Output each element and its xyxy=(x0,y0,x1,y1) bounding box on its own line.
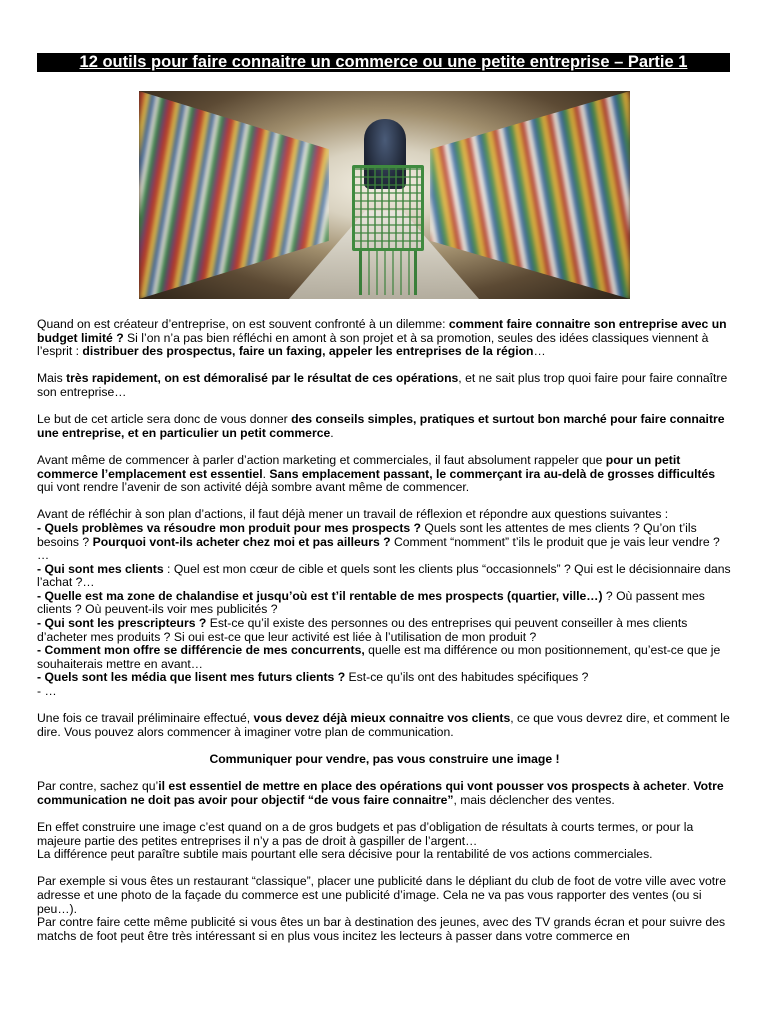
text-bold: pour un petit commerce l’emplacement est essentiel xyxy=(37,452,681,481)
text: . xyxy=(262,466,270,481)
text-bold: comment faire connaitre son entreprise avec un budget limité ? xyxy=(37,317,727,345)
text: Une fois ce travail préliminaire effectué, xyxy=(37,711,254,726)
text: Quand on est créateur d’entreprise, on est souvent confronté à un dilemme: xyxy=(37,317,449,331)
text-bold: des conseils simples, pratiques et surtout bon marché pour faire connaitre une entreprise, et en particulier un petit commerce xyxy=(37,412,725,440)
text: Est-ce qu’ils ont des habitudes spécifiques ? xyxy=(345,670,589,685)
text-bold: très rapidement, on est démoralisé par le résultat de ces opérations xyxy=(66,371,459,386)
text: … xyxy=(533,344,546,359)
supermarket-cart-image xyxy=(139,91,630,299)
section-heading: Communiquer pour vendre, pas vous construire une image ! xyxy=(209,752,560,766)
text: Par contre faire cette même publicité si vous êtes un bar à destination des jeunes, avec des TV grands écran et pour suivre des matchs de foot peut être très intéressant si en plus vous incitez les lecteurs à passer dans votre commerce en xyxy=(37,915,726,943)
text: - … xyxy=(37,684,57,699)
shopping-cart-base xyxy=(359,251,417,295)
shopping-cart-icon xyxy=(352,165,424,251)
text: Comment “nomment” t’ils le produit que je vais leur vendre ? … xyxy=(37,534,720,563)
paragraph-essential xyxy=(37,780,732,807)
paragraph-location xyxy=(37,454,732,495)
text: , mais déclencher des ventes. xyxy=(453,792,615,807)
paragraph-demoralise xyxy=(37,372,732,399)
paragraph-preliminary xyxy=(37,712,732,739)
text: Par contre, sachez qu’ xyxy=(37,779,159,794)
text: . xyxy=(686,779,694,794)
text: Quels sont les attentes de mes clients ? Qu’on t’ils besoins ? xyxy=(37,520,697,549)
question-bold: - Comment mon offre se différencie de mes concurrents, xyxy=(37,643,365,658)
text-bold: Votre communication ne doit pas avoir pour objectif “de vous faire connaitre” xyxy=(37,779,724,807)
question-bold: - Quels sont les média que lisent mes futurs clients ? xyxy=(37,670,346,685)
text: ? Où passent mes clients ? Où peuvent-ils voir mes publicités ? xyxy=(37,588,705,617)
right-shelf-blur xyxy=(430,91,630,299)
text-bold: il est essentiel de mettre en place des opérations qui vont pousser vos prospects à acheter xyxy=(158,779,687,794)
text: Le but de cet article sera donc de vous donner xyxy=(37,412,292,427)
question-bold: - Quelle est ma zone de chalandise et jusqu’où est t’il rentable de mes prospects (quartier, ville…) xyxy=(37,588,603,603)
text: Avant même de commencer à parler d’action marketing et commerciales, il faut absolument rappeler que xyxy=(37,452,606,467)
article-body xyxy=(37,318,732,957)
text: Mais xyxy=(37,371,67,386)
paragraph-questions xyxy=(37,508,732,698)
text: qui vont rendre l’avenir de son activité déjà sombre avant même de commencer. xyxy=(37,480,470,495)
text: Est-ce qu’il existe des personnes ou des entreprises qui peuvent conseiller à mes clients d’acheter mes produits ? Si oui est-ce que leur activité est liée à l’utilisation de mon produit ? xyxy=(37,616,688,644)
text: , et ne sait plus trop quoi faire pour faire connaître son entreprise… xyxy=(37,371,728,399)
paragraph-goal xyxy=(37,413,732,440)
text: Par exemple si vous êtes un restaurant “classique”, placer une publicité dans le dépliant du club de foot de votre ville avec votre adresse et une photo de la façade du commerce est une publicité d’image. Cela ne va pas vous rapporter des ventes (ou si peu…). xyxy=(37,874,726,916)
text-bold: distribuer des prospectus, faire un faxing, appeler les entreprises de la région xyxy=(82,344,534,359)
question-bold: - Qui sont mes clients xyxy=(37,561,164,576)
text: En effet construire une image c’est quand on a de gros budgets et pas d’obligation de résultats à courts termes, or pour la majeure partie des petites entreprises il n’y a pas de droit à gaspiller de l’argent… xyxy=(37,819,694,848)
text: : Quel est mon cœur de cible et quels sont les clients plus “occasionnels” ? Qui est le décisionnaire dans l’achat ?… xyxy=(37,561,731,590)
question-bold: - Quels problèmes va résoudre mon produit pour mes prospects ? xyxy=(37,520,421,535)
text: , ce que vous devrez dire, et comment le dire. Vous pouvez alors commencer à imaginer votre plan de communication. xyxy=(37,711,730,739)
question-bold: - Qui sont les prescripteurs ? xyxy=(37,616,207,631)
text: quelle est ma différence ou mon positionnement, qu’est-ce que je souhaiterais mettre en avant… xyxy=(37,643,721,671)
paragraph-image xyxy=(37,821,732,862)
text: Avant de réfléchir à son plan d’actions, il faut déjà mener un travail de réflexion et répondre aux questions suivantes : xyxy=(37,507,669,522)
text: . xyxy=(330,425,334,440)
text-bold: Sans emplacement passant, le commerçant ira au-delà de grosses difficultés xyxy=(269,466,716,481)
article-title: 12 outils pour faire connaitre un commerce ou une petite entreprise – Partie 1 xyxy=(37,53,730,72)
paragraph-example xyxy=(37,875,732,943)
text-bold: vous devez déjà mieux connaitre vos clients xyxy=(253,711,511,726)
text: Si l’on n’a pas bien réfléchi en amont à son projet et à sa promotion, seules des idées classiques viennent à l’esprit : xyxy=(37,330,709,359)
paragraph-intro xyxy=(37,318,732,359)
left-shelf-blur xyxy=(139,91,329,299)
text: La différence peut paraître subtile mais pourtant elle sera décisive pour la rentabilité de vos actions commerciales. xyxy=(37,847,653,862)
question-bold: Pourquoi vont-ils acheter chez moi et pas ailleurs ? xyxy=(92,534,391,549)
